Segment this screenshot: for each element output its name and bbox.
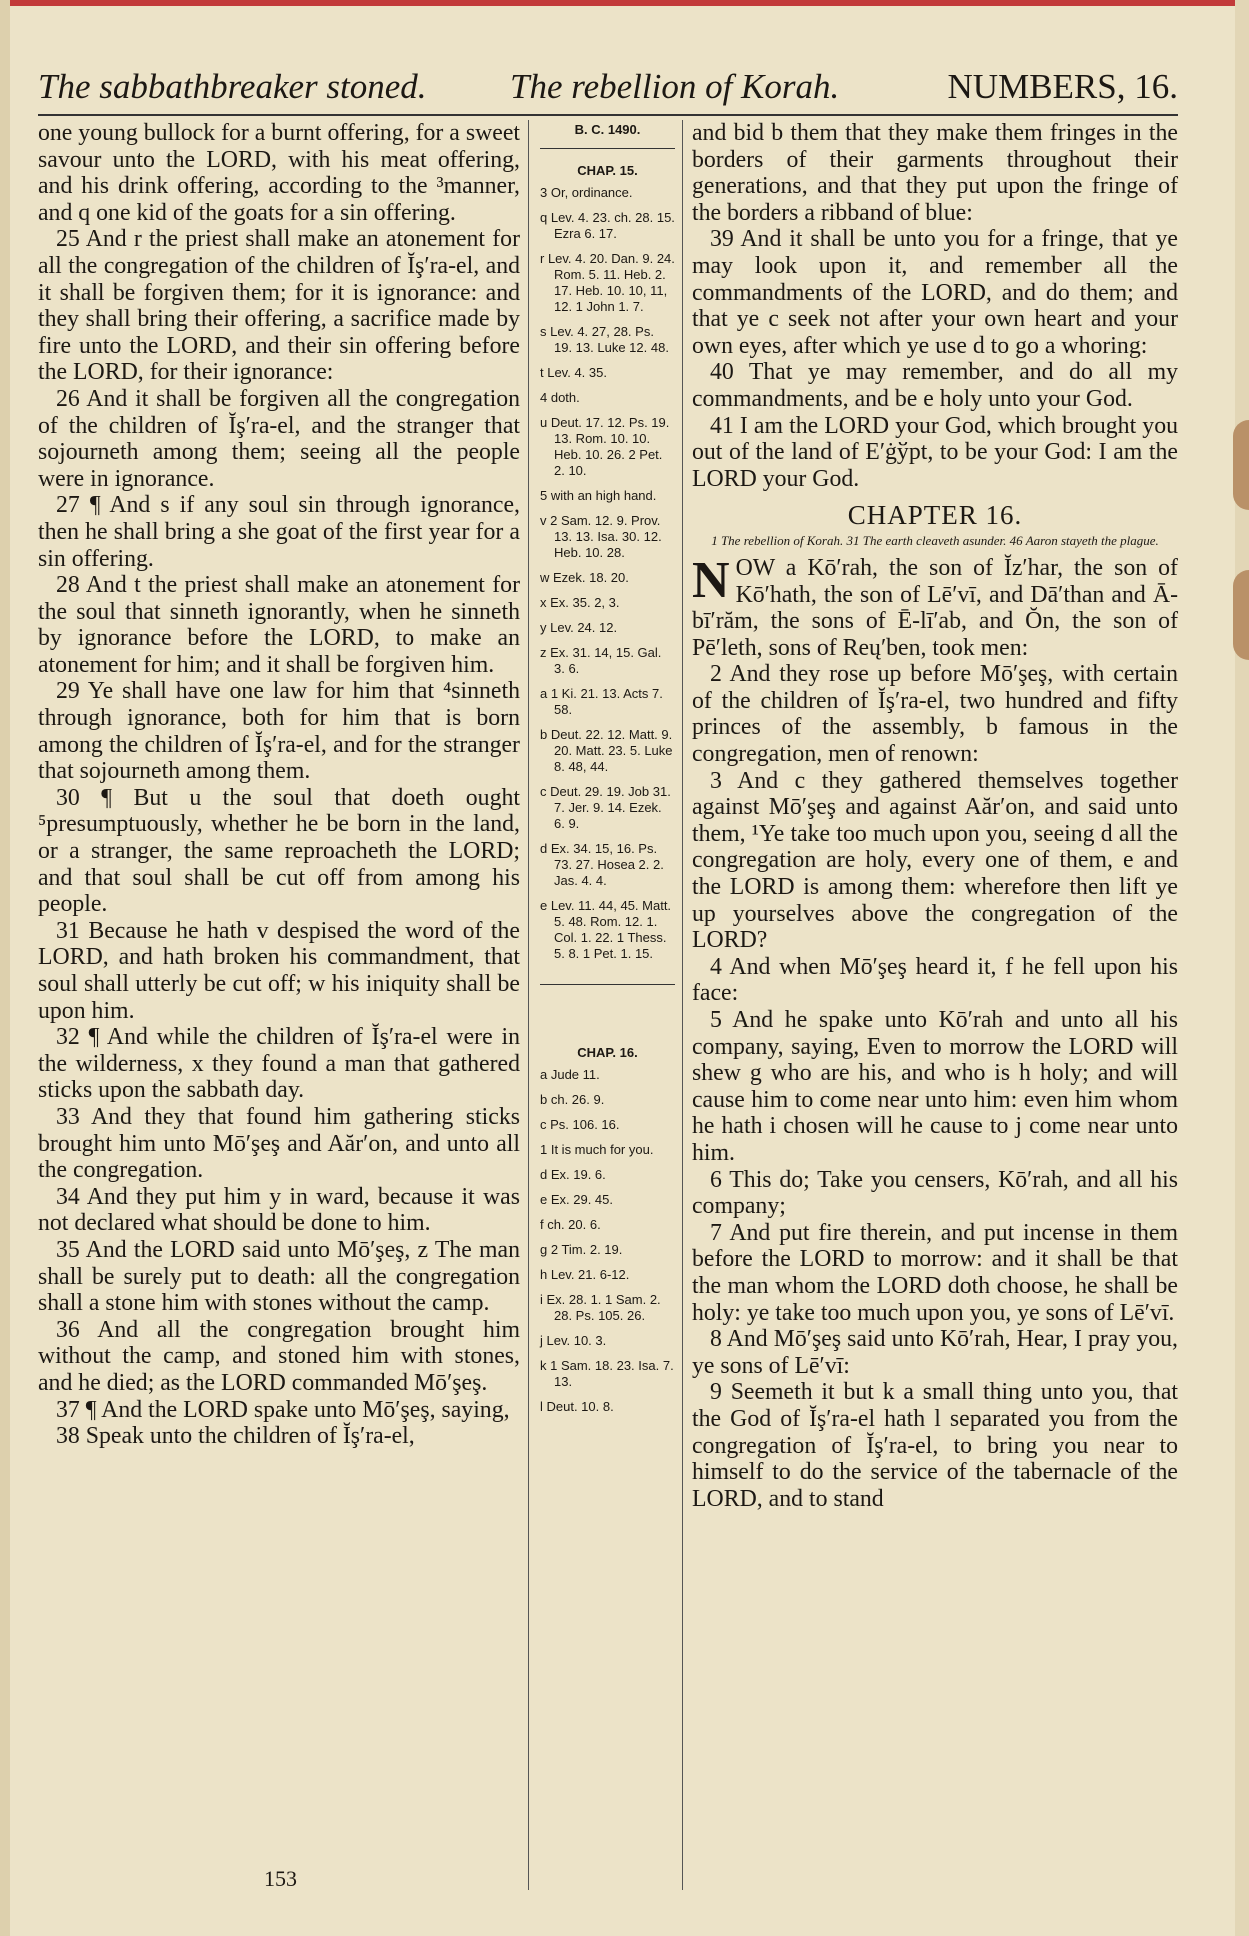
reference-note: c Ps. 106. 16. (540, 1117, 620, 1132)
page-number: 153 (264, 1866, 297, 1891)
verse-paragraph: 29 Ye shall have one law for him that ⁴sinneth through ignorance, both for him that is born among the children of Ĭş′ra-el, and for the stranger that sojourneth among them. (38, 678, 520, 785)
verse-paragraph: 27 ¶ And s if any soul sin through ignorance, then he shall bring a she goat of the first year for a sin offering. (38, 492, 520, 572)
reference-note: i Ex. 28. 1. 1 Sam. 2. 28. Ps. 105. 26. (540, 1292, 661, 1323)
header-right: NUMBERS, 16. (947, 67, 1178, 106)
verse-paragraph: 38 Speak unto the children of Ĭş′ra-el, (56, 1423, 415, 1450)
reference-note: w Ezek. 18. 20. (540, 570, 629, 585)
verse-paragraph: 35 And the LORD said unto Mō′şeş, z The man shall be surely put to death: all the congregation shall a stone him with stones without the camp. (38, 1236, 520, 1317)
verse-paragraph: 6 This do; Take you censers, Kō′rah, and all his company; (692, 1166, 1178, 1220)
reference-note: 1 It is much for you. (540, 1142, 654, 1157)
reference-note: z Ex. 31. 14, 15. Gal. 3. 6. (540, 645, 662, 676)
chapter-label: CHAP. 15. (577, 163, 638, 178)
verse-paragraph: 36 And all the congregation brought him without the camp, and stoned him with stones, and he died; as the LORD commanded Mō′şeş. (38, 1316, 520, 1396)
verse-paragraph: 8 And Mō′şeş said unto Kō′rah, Hear, I pray you, ye sons of Lē′vī: (692, 1326, 1178, 1379)
date-label: B. C. 1490. (540, 122, 675, 149)
left-text-column (38, 120, 520, 1450)
verse-paragraph: 25 And r the priest shall make an atonement for all the congregation of the children of Ĭş′ra-el, and it shall be forgiven them; for it is ignorance: and they shall bring their offering, a sacrifice made by fire unto the LORD, and their sin offering before the LORD, for their ignorance: (38, 226, 520, 386)
verse-paragraph: 28 And t the priest shall make an atonement for the soul that sinneth ignorantly, when he sinneth by ignorance before the LORD, to make an atonement for him; and it shall be forgiven him. (38, 572, 520, 678)
verse-paragraph: 41 I am the LORD your God, which brought you out of the land of E′ġўpt, to be your God: I am the LORD your God. (692, 412, 1178, 492)
verse-paragraph: 7 And put fire therein, and put incense in them before the LORD to morrow: and it shall be that the man whom the LORD doth choose, he shall be holy: ye take too much upon you, ye sons of Lē′vī. (692, 1219, 1178, 1326)
page-right-edge (1235, 0, 1249, 1936)
reference-note: s Lev. 4. 27, 28. Ps. 19. 13. Luke 12. 48. (540, 324, 669, 355)
chapter-heading: CHAPTER 16. (847, 500, 1023, 531)
verse-paragraph: 2 And they rose up before Mō′şeş, with certain of the children of Ĭş′ra-el, two hundred and fifty princes of the assembly, b famous in the congregation, men of renown: (692, 661, 1178, 768)
verse-paragraph: 30 ¶ But u the soul that doeth ought ⁵presumptuously, whether he be born in the land, or a stranger, the same reproacheth the LORD; and that soul shall be cut off from among his people. (38, 784, 520, 918)
verse-paragraph: NOW a Kō′rah, the son of Ĭz′har, the son of Kō′hath, the son of Lē′vī, and Dā′than and Ā-bī′răm, the sons of Ē-lī′ab, and Ŏn, the son of Pē′leth, sons of Reų′ben, took men: (692, 551, 1178, 661)
reference-note: a 1 Ki. 21. 13. Acts 7. 58. (540, 686, 663, 717)
reference-note: e Ex. 29. 45. (540, 1192, 613, 1207)
reference-note: q Lev. 4. 23. ch. 28. 15. Ezra 6. 17. (540, 210, 675, 241)
reference-note: e Lev. 11. 44, 45. Matt. 5. 48. Rom. 12. 1. Col. 1. 22. 1 Thess. 5. 8. 1 Pet. 1. 15. (540, 898, 672, 961)
reference-note: k 1 Sam. 18. 23. Isa. 7. 13. (540, 1358, 674, 1389)
reference-note: j Lev. 10. 3. (540, 1333, 607, 1348)
reference-note: c Deut. 29. 19. Job 31. 7. Jer. 9. 14. Ezek. 6. 9. (540, 784, 671, 831)
verse-paragraph: 31 Because he hath v despised the word of the LORD, and hath broken his commandment, that soul shall utterly be cut off; w his iniquity shall be upon him. (38, 917, 520, 1024)
header-middle: The rebellion of Korah. (510, 67, 840, 106)
page-left-edge (0, 0, 10, 1936)
reference-note: v 2 Sam. 12. 9. Prov. 13. 13. Isa. 30. 12. Heb. 10. 28. (540, 513, 662, 560)
verse-paragraph: and bid b them that they make them fringes in the borders of their garments throughout their generations, and that they put upon the fringe of the borders a ribband of blue: (692, 120, 1178, 226)
verse-paragraph: 32 ¶ And while the children of Ĭş′ra-el were in the wilderness, x they found a man that gathered sticks upon the sabbath day. (38, 1024, 520, 1104)
running-header (38, 60, 1178, 116)
verse-paragraph: 5 And he spake unto Kō′rah and unto all his company, saying, Even to morrow the LORD will shew g who are his, and who is h holy; and will cause him to come near unto him: even him whom he hath i chosen will he cause to j come near unto him. (692, 1007, 1178, 1166)
top-edge-line (0, 0, 1249, 6)
column-divider (528, 120, 529, 1890)
header-left: The sabbathbreaker stoned. (38, 67, 427, 106)
verse-paragraph: one young bullock for a burnt offering, for a sweet savour unto the LORD, with his meat offering, and his drink offering, according to the ³manner, and q one kid of the goats for a sin offering. (38, 120, 520, 226)
right-text-column (692, 120, 1178, 1512)
chapter-summary: 1 The rebellion of Korah. 31 The earth cleaveth asunder. 46 Aaron stayeth the plague. (711, 532, 1159, 548)
reference-note: b Deut. 22. 12. Matt. 9. 20. Matt. 23. 5. Luke 8. 48, 44. (540, 727, 673, 774)
reference-note: x Ex. 35. 2, 3. (540, 595, 620, 610)
verse-paragraph: 37 ¶ And the LORD spake unto Mō′şeş, saying, (56, 1396, 510, 1423)
reference-note: r Lev. 4. 20. Dan. 9. 24. Rom. 5. 11. Heb. 2. 17. Heb. 10. 10, 11, 12. 1 John 1. 7. (540, 251, 675, 314)
verse-paragraph: 4 And when Mō′şeş heard it, f he fell upon his face: (692, 953, 1178, 1007)
column-divider (682, 120, 683, 1890)
reference-note: g 2 Tim. 2. 19. (540, 1242, 623, 1257)
verse-paragraph: 39 And it shall be unto you for a fringe, that ye may look upon it, and remember all the commandments of the LORD, and do them; and that ye c seek not after your own heart and your own eyes, after which ye use d to go a whoring: (692, 226, 1178, 359)
reference-note: u Deut. 17. 12. Ps. 19. 13. Rom. 10. 10. Heb. 10. 26. 2 Pet. 2. 10. (540, 415, 670, 478)
verse-paragraph: 3 And c they gathered themselves together against Mō′şeş and against Aăr′on, and said unto them, ¹Ye take too much upon you, seeing d all the congregation are holy, every one of them, e and the LORD is among them: wherefore then lift ye up yourselves above the congregation of the LORD? (692, 767, 1178, 954)
reference-note: d Ex. 19. 6. (540, 1167, 606, 1182)
verse-paragraph: 9 Seemeth it but k a small thing unto you, that the God of Ĭş′ra-el hath l separated you from the congregation of Ĭş′ra-el, to bring you near to himself to do the service of the tabernacle of the LORD, and to stand (692, 1379, 1178, 1512)
reference-note: y Lev. 24. 12. (540, 620, 618, 635)
reference-note: 4 doth. (540, 390, 580, 405)
reference-note: b ch. 26. 9. (540, 1092, 605, 1107)
reference-note: 5 with an high hand. (540, 488, 657, 503)
reference-note: a Jude 11. (540, 1067, 600, 1082)
reference-note: l Deut. 10. 8. (540, 1399, 614, 1414)
verse-paragraph: 34 And they put him y in ward, because it was not declared what should be done to him. (38, 1183, 520, 1237)
thumb-index-tab (1233, 570, 1249, 660)
reference-note: f ch. 20. 6. (540, 1217, 601, 1232)
reference-divider (540, 984, 675, 985)
verse-paragraph: 33 And they that found him gathering sticks brought him unto Mō′şeş and Aăr′on, and unto all the congregation. (38, 1103, 520, 1184)
reference-note: 3 Or, ordinance. (540, 185, 633, 200)
chapter-label: CHAP. 16. (577, 1045, 638, 1060)
reference-note: d Ex. 34. 15, 16. Ps. 73. 27. Hosea 2. 2. Jas. 4. 4. (540, 841, 664, 888)
verse-paragraph: 26 And it shall be forgiven all the congregation of the children of Ĭş′ra-el, and the stranger that sojourneth among them; seeing all the people were in ignorance. (38, 385, 520, 492)
thumb-index-tab (1233, 420, 1249, 510)
verse-paragraph: 40 That ye may remember, and do all my commandments, and be e holy unto your God. (692, 359, 1178, 412)
center-reference-column (540, 122, 675, 1424)
reference-note: h Lev. 21. 6-12. (540, 1267, 630, 1282)
reference-note: t Lev. 4. 35. (540, 365, 607, 380)
